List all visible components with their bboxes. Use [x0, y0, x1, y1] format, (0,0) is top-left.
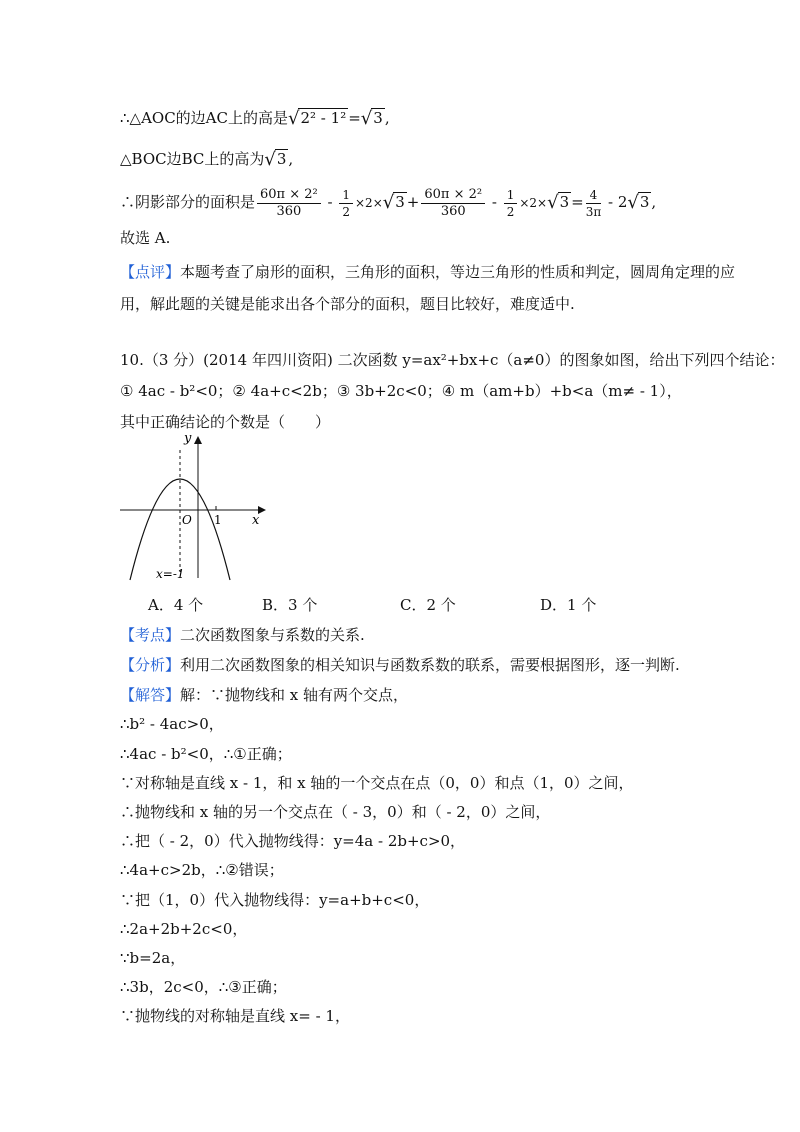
x-label: x: [252, 513, 260, 528]
step-6: ∴4a+c>2b，∴②错误；: [120, 861, 284, 879]
fraction: $\frac{1}{2}$: [339, 187, 353, 220]
choice-d[interactable]: D．1 个: [540, 596, 597, 614]
text: =: [571, 193, 584, 211]
text: =: [348, 109, 361, 127]
sqrt-sign: √: [547, 192, 559, 213]
line-comment: [120, 262, 735, 282]
line-answer: 故选 A.: [120, 229, 171, 247]
line-comment-cont: 用，解此题的关键是能求出各个部分的面积，题目比较好，难度适中.: [120, 295, 575, 313]
line-height-boc: [120, 149, 293, 169]
radicand: 3: [373, 109, 383, 127]
axis-equation-label: x=-1: [156, 567, 185, 581]
sqrt-sign: √: [264, 149, 276, 170]
text: ×2×: [355, 196, 383, 210]
y-axis-arrow: [194, 436, 202, 444]
radicand: 3: [559, 193, 570, 211]
radicand: 2² - 1²: [300, 109, 347, 127]
text: 二次函数图象与系数的关系.: [180, 626, 365, 644]
question-10-items: ① 4ac - b²<0；② 4a+c<2b；③ 3b+2c<0；④ m（am+b）+b<a（m≠ - 1），: [120, 382, 682, 400]
step-10: ∴3b，2c<0，∴③正确；: [120, 978, 287, 996]
fraction: $\frac{1}{2}$: [504, 187, 518, 220]
sqrt-sign: √: [360, 108, 373, 129]
text: ,: [651, 193, 657, 211]
step-7: ∵把（1，0）代入抛物线得：y=a+b+c<0，: [120, 891, 430, 909]
text: -: [487, 193, 502, 211]
line-fenxi: [120, 655, 680, 675]
line-kaodian: [120, 625, 365, 645]
radicand: 3: [639, 193, 650, 211]
question-10-ask: 其中正确结论的个数是（ ）: [120, 413, 331, 431]
line-height-aoc: [120, 108, 390, 128]
step-9: ∵b=2a，: [120, 949, 186, 967]
one-label: 1: [214, 513, 222, 527]
jieda-tag: 【解答】: [120, 686, 181, 704]
choice-a[interactable]: A．4 个: [148, 596, 204, 614]
text: 利用二次函数图象的相关知识与函数系数的联系，需要根据图形，逐一判断.: [180, 656, 680, 674]
step-5: ∴把（ - 2，0）代入抛物线得：y=4a - 2b+c>0，: [120, 832, 466, 850]
text: 本题考查了扇形的面积，三角形的面积，等边三角形的性质和判定，圆周角定理的应: [180, 263, 736, 281]
step-3: ∵对称轴是直线 x - 1，和 x 轴的一个交点在点（0，0）和点（1，0）之间，: [120, 774, 634, 792]
fraction: $\frac{\text{60π × 2²}}{360}$: [257, 187, 321, 220]
fenxi-tag: 【分析】: [120, 656, 181, 674]
step-4: ∴抛物线和 x 轴的另一个交点在（ - 3，0）和（ - 2，0）之间，: [120, 803, 551, 821]
choice-b[interactable]: B．3 个: [262, 596, 318, 614]
step-11: ∵抛物线的对称轴是直线 x= - 1，: [120, 1007, 350, 1025]
step-8: ∴2a+2b+2c<0，: [120, 920, 248, 938]
line-jieda: [120, 685, 408, 705]
text: △BOC边BC上的高为: [120, 150, 265, 168]
question-10: 10.（3 分）(2014 年四川资阳) 二次函数 y=ax²+bx+c（a≠0）的图象如图，给出下列四个结论：: [120, 351, 785, 369]
fraction: $\frac{\text{60π × 2²}}{360}$: [421, 187, 485, 220]
sqrt-sign: √: [382, 192, 395, 213]
parabola-graph: [118, 432, 268, 582]
kaodian-tag: 【考点】: [120, 626, 181, 644]
origin-label: O: [182, 513, 192, 527]
sqrt-sign: √: [288, 108, 300, 129]
text: ×2×: [519, 196, 548, 210]
radicand: 3: [276, 150, 287, 168]
choice-c[interactable]: C．2 个: [400, 596, 456, 614]
text: ,: [384, 109, 390, 127]
step-1: ∴b² - 4ac>0，: [120, 715, 224, 733]
fraction: $\frac{4}{3\pi}$: [585, 187, 602, 219]
text: ∴阴影部分的面积是: [120, 193, 256, 211]
text: ∴△AOC的边AC上的高是: [120, 109, 288, 127]
y-label: y: [184, 432, 192, 446]
text: ,: [288, 150, 294, 168]
comment-tag: 【点评】: [120, 263, 181, 281]
radicand: 3: [395, 193, 405, 211]
line-shaded-area: [120, 184, 656, 221]
sqrt-sign: √: [627, 192, 639, 213]
step-2: ∴4ac - b²<0，∴①正确；: [120, 745, 292, 763]
text: 解：∵抛物线和 x 轴有两个交点，: [180, 686, 409, 704]
text: - 2: [603, 193, 628, 211]
text: +: [406, 193, 420, 211]
text: -: [322, 193, 338, 211]
